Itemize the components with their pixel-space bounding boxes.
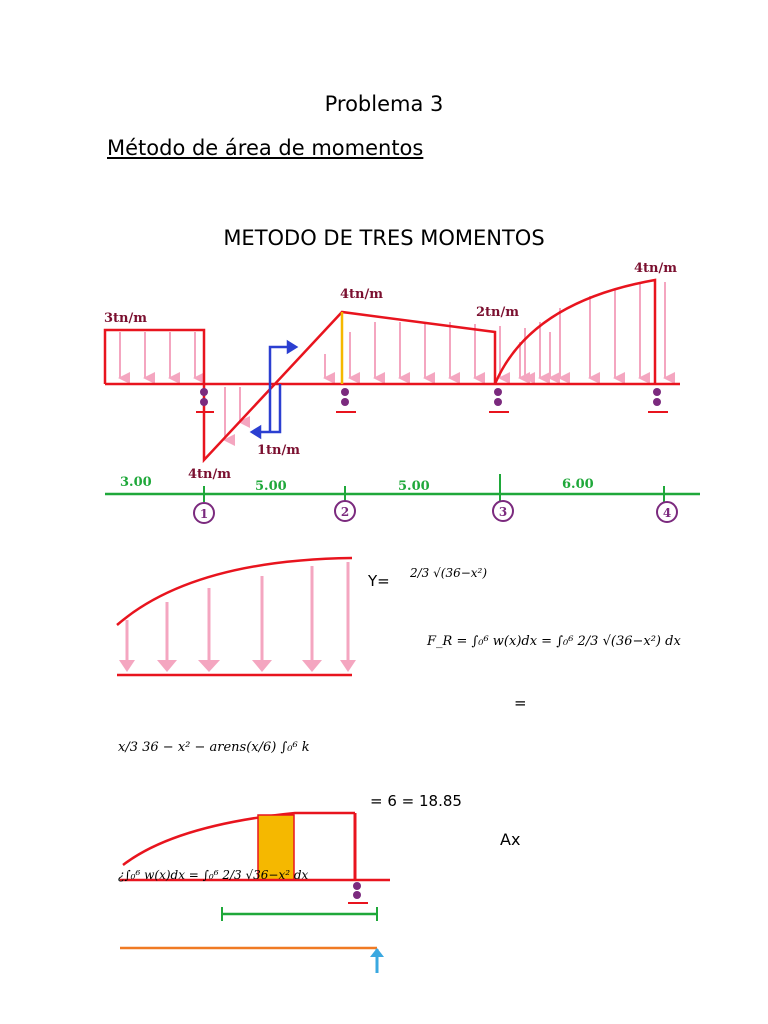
integral-expression: ¿∫₀⁶ w(x)dx = ∫₀⁶ 2/3 √36−x² dx bbox=[118, 868, 309, 882]
load-label: 4tn/m bbox=[340, 287, 384, 302]
span-length: 6.00 bbox=[562, 477, 594, 492]
y-expression: 2/3 √(36−x²) bbox=[410, 566, 488, 580]
y-label: Y= bbox=[368, 572, 390, 590]
centroid-diagram bbox=[115, 805, 395, 985]
load-label: 4tn/m bbox=[634, 262, 678, 276]
fr-expression: F_R = ∫₀⁶ w(x)dx = ∫₀⁶ 2/3 √(36−x²) dx bbox=[427, 634, 681, 649]
span-length: 5.00 bbox=[398, 479, 430, 494]
load-label: 2tn/m bbox=[476, 305, 520, 320]
load-label: 4tn/m bbox=[188, 467, 232, 482]
span-length: 5.00 bbox=[255, 479, 287, 494]
support-number: 3 bbox=[498, 505, 508, 519]
support-number: 2 bbox=[340, 505, 350, 519]
page-title: Problema 3 bbox=[324, 92, 444, 116]
page-subtitle: Método de área de momentos bbox=[107, 136, 424, 160]
force-arrow-icon bbox=[252, 342, 296, 437]
span-length: 3.00 bbox=[120, 475, 152, 490]
load-arrows bbox=[120, 282, 665, 440]
support-number: 4 bbox=[662, 506, 672, 520]
section-heading: METODO DE TRES MOMENTOS bbox=[223, 226, 545, 250]
equals-sign: = bbox=[514, 694, 527, 712]
beam-diagram bbox=[100, 262, 708, 532]
load-label: 3tn/m bbox=[104, 311, 148, 326]
support-number: 1 bbox=[199, 507, 209, 521]
ax-label: Ax bbox=[500, 830, 521, 849]
result-text: = 6 = 18.85 bbox=[370, 792, 462, 810]
load-label: 1tn/m bbox=[257, 443, 301, 458]
load-outline bbox=[105, 280, 680, 460]
antiderivative-expression: x/3 36 − x² − arens(x/6) ∫₀⁶ k bbox=[118, 740, 310, 755]
parabolic-load-diagram bbox=[112, 550, 362, 680]
